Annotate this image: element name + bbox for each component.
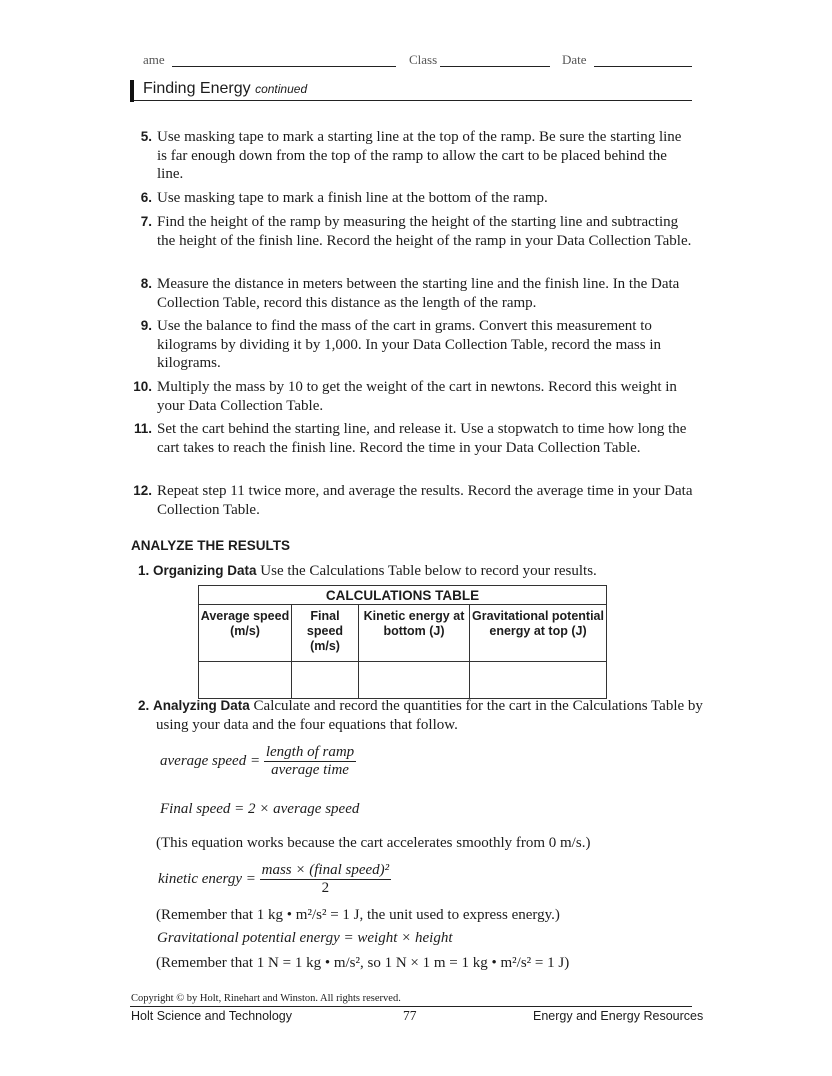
table-cell[interactable]	[359, 662, 470, 699]
footer-book-title: Holt Science and Technology	[131, 1009, 292, 1023]
section-title-bar	[130, 80, 692, 101]
footer-rule	[130, 1006, 692, 1007]
note-newton: (Remember that 1 N = 1 kg • m/s², so 1 N × 1 m = 1 kg • m²/s² = 1 J)	[156, 955, 570, 971]
analyze-heading: ANALYZE THE RESULTS	[131, 538, 291, 553]
date-label: Date	[562, 52, 587, 67]
date-line	[594, 66, 692, 67]
column-header: Final speed (m/s)	[292, 605, 359, 662]
name-label: ame	[143, 52, 165, 67]
section-title: Finding Energy continued	[143, 80, 308, 97]
class-label: Class	[409, 52, 438, 67]
footer-chapter-title: Energy and Energy Resources	[533, 1009, 704, 1023]
average-speed-equation: average speed = $\frac{\text{length of ramp}}{\text{average time}}$	[160, 744, 355, 778]
note-joule: (Remember that 1 kg • m²/s² = 1 J, the unit used to express energy.)	[156, 907, 560, 923]
copyright: Copyright © by Holt, Rinehart and Winston. All rights reserved.	[131, 993, 401, 1004]
table-cell[interactable]	[292, 662, 359, 699]
page-number: 77	[403, 1008, 417, 1023]
average-speed-fraction: $\frac{\text{length of ramp}}{\text{average time}}$	[265, 744, 355, 778]
calculations-table	[198, 585, 607, 699]
title-marker	[130, 80, 134, 102]
question-1: 1. Organizing Data Use the Calculations Table below to record your results.	[138, 563, 597, 579]
note-smooth-acceleration: (This equation works because the cart accelerates smoothly from 0 m/s.)	[156, 835, 591, 851]
kinetic-energy-equation: kinetic energy = $\frac{\text{mass × (final speed)²}}{2}$	[158, 862, 390, 896]
table-cell[interactable]	[470, 662, 607, 699]
name-line	[172, 66, 396, 67]
table-title: CALCULATIONS TABLE	[199, 586, 607, 605]
class-line	[440, 66, 550, 67]
section-suffix: continued	[255, 82, 308, 96]
final-speed-equation: Final speed = 2 × average speed	[160, 801, 360, 817]
column-header: Kinetic energy at bottom (J)	[359, 605, 470, 662]
column-header: Gravitational potential energy at top (J)	[470, 605, 607, 662]
gravitational-potential-energy-equation: Gravitational potential energy = weight × height	[157, 930, 453, 946]
question-2: 2. Analyzing Data Calculate and record the quantities for the cart in the Calculations Table by using your data and the four equations that follow.	[138, 698, 703, 733]
table-cell[interactable]	[199, 662, 292, 699]
kinetic-energy-fraction: $\frac{\text{mass × (final speed)²}}{2}$	[261, 862, 390, 896]
column-header: Average speed (m/s)	[199, 605, 292, 662]
